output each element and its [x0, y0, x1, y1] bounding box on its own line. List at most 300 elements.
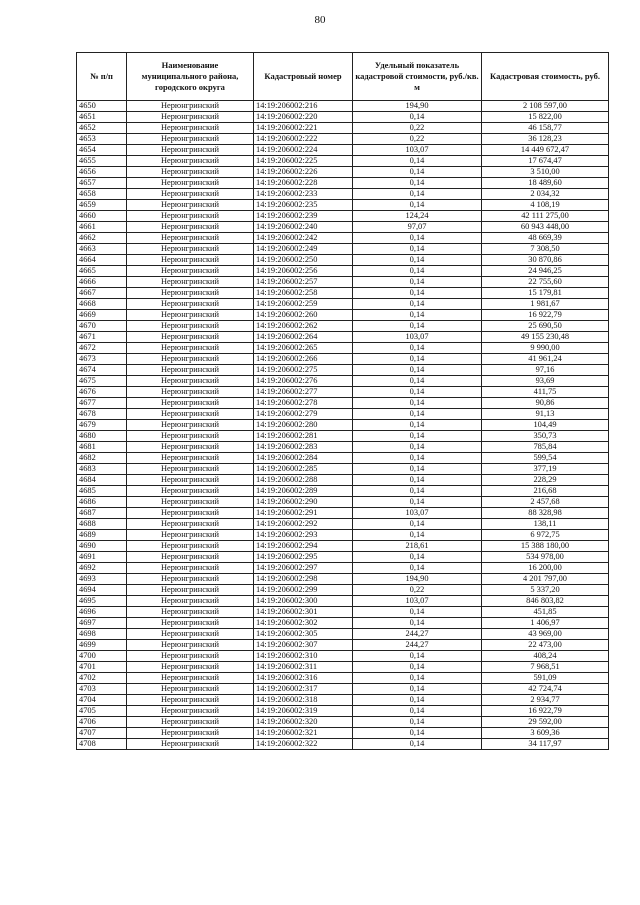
- cadastral-number-cell: 14:19:206002:318: [254, 695, 353, 706]
- cadastral-cost-cell: 785,84: [482, 442, 609, 453]
- cadastral-cost-cell: 22 473,00: [482, 640, 609, 651]
- cadastral-cost-cell: 599,54: [482, 453, 609, 464]
- unit-value-cell: 244,27: [353, 640, 482, 651]
- cadastral-cost-cell: 48 669,39: [482, 233, 609, 244]
- table-row: [77, 156, 609, 167]
- cadastral-value-table: [76, 52, 609, 750]
- cadastral-number-cell: 14:19:206002:298: [254, 574, 353, 585]
- cadastral-cost-cell: 1 981,67: [482, 299, 609, 310]
- table-row: [77, 486, 609, 497]
- table-row: [77, 244, 609, 255]
- cadastral-number-cell: 14:19:206002:301: [254, 607, 353, 618]
- municipality-cell: Нерюнгринский: [127, 420, 254, 431]
- row-number: 4698: [77, 629, 127, 640]
- table-row: [77, 629, 609, 640]
- table-row: [77, 101, 609, 112]
- unit-value-cell: 0,14: [353, 497, 482, 508]
- row-number: 4694: [77, 585, 127, 596]
- unit-value-cell: 0,14: [353, 233, 482, 244]
- unit-value-cell: 0,14: [353, 266, 482, 277]
- row-number: 4664: [77, 255, 127, 266]
- cadastral-cost-cell: 15 179,81: [482, 288, 609, 299]
- municipality-cell: Нерюнгринский: [127, 101, 254, 112]
- unit-value-cell: 124,24: [353, 211, 482, 222]
- table-row: [77, 112, 609, 123]
- unit-value-cell: 0,14: [353, 673, 482, 684]
- cadastral-number-cell: 14:19:206002:302: [254, 618, 353, 629]
- unit-value-cell: 0,14: [353, 717, 482, 728]
- cadastral-number-cell: 14:19:206002:224: [254, 145, 353, 156]
- table-row: [77, 651, 609, 662]
- cadastral-number-cell: 14:19:206002:259: [254, 299, 353, 310]
- cadastral-cost-cell: 91,13: [482, 409, 609, 420]
- table-row: [77, 717, 609, 728]
- row-number: 4697: [77, 618, 127, 629]
- table-row: [77, 585, 609, 596]
- cadastral-number-cell: 14:19:206002:276: [254, 376, 353, 387]
- table-row: [77, 123, 609, 134]
- cadastral-number-cell: 14:19:206002:235: [254, 200, 353, 211]
- cadastral-cost-cell: 2 108 597,00: [482, 101, 609, 112]
- row-number: 4653: [77, 134, 127, 145]
- table-row: [77, 145, 609, 156]
- municipality-cell: Нерюнгринский: [127, 156, 254, 167]
- column-header-cadastral-number: Кадастровый номер: [254, 53, 353, 101]
- row-number: 4681: [77, 442, 127, 453]
- municipality-cell: Нерюнгринский: [127, 398, 254, 409]
- cadastral-number-cell: 14:19:206002:262: [254, 321, 353, 332]
- cadastral-number-cell: 14:19:206002:257: [254, 277, 353, 288]
- row-number: 4672: [77, 343, 127, 354]
- cadastral-number-cell: 14:19:206002:291: [254, 508, 353, 519]
- table-body: [77, 101, 609, 750]
- table-row: [77, 409, 609, 420]
- cadastral-number-cell: 14:19:206002:280: [254, 420, 353, 431]
- cadastral-cost-cell: 7 308,50: [482, 244, 609, 255]
- cadastral-cost-cell: 16 922,79: [482, 706, 609, 717]
- table-row: [77, 431, 609, 442]
- municipality-cell: Нерюнгринский: [127, 145, 254, 156]
- municipality-cell: Нерюнгринский: [127, 299, 254, 310]
- municipality-cell: Нерюнгринский: [127, 574, 254, 585]
- row-number: 4668: [77, 299, 127, 310]
- row-number: 4703: [77, 684, 127, 695]
- municipality-cell: Нерюнгринский: [127, 684, 254, 695]
- municipality-cell: Нерюнгринский: [127, 739, 254, 750]
- cadastral-cost-cell: 18 489,60: [482, 178, 609, 189]
- municipality-cell: Нерюнгринский: [127, 695, 254, 706]
- cadastral-cost-cell: 591,09: [482, 673, 609, 684]
- cadastral-cost-cell: 43 969,00: [482, 629, 609, 640]
- cadastral-number-cell: 14:19:206002:266: [254, 354, 353, 365]
- table-row: [77, 134, 609, 145]
- unit-value-cell: 0,14: [353, 552, 482, 563]
- municipality-cell: Нерюнгринский: [127, 266, 254, 277]
- row-number: 4696: [77, 607, 127, 618]
- municipality-cell: Нерюнгринский: [127, 453, 254, 464]
- column-header-municipality: Наименование муниципального района, городского округа: [127, 53, 254, 101]
- table-row: [77, 563, 609, 574]
- municipality-cell: Нерюнгринский: [127, 255, 254, 266]
- table-row: [77, 596, 609, 607]
- row-number: 4660: [77, 211, 127, 222]
- cadastral-cost-cell: 36 128,23: [482, 134, 609, 145]
- cadastral-number-cell: 14:19:206002:222: [254, 134, 353, 145]
- unit-value-cell: 0,14: [353, 156, 482, 167]
- cadastral-cost-cell: 5 337,20: [482, 585, 609, 596]
- unit-value-cell: 0,14: [353, 409, 482, 420]
- unit-value-cell: 0,14: [353, 310, 482, 321]
- row-number: 4706: [77, 717, 127, 728]
- unit-value-cell: 0,14: [353, 420, 482, 431]
- table-row: [77, 618, 609, 629]
- row-number: 4657: [77, 178, 127, 189]
- municipality-cell: Нерюнгринский: [127, 233, 254, 244]
- municipality-cell: Нерюнгринский: [127, 310, 254, 321]
- row-number: 4650: [77, 101, 127, 112]
- row-number: 4687: [77, 508, 127, 519]
- row-number: 4690: [77, 541, 127, 552]
- municipality-cell: Нерюнгринский: [127, 530, 254, 541]
- cadastral-number-cell: 14:19:206002:321: [254, 728, 353, 739]
- row-number: 4693: [77, 574, 127, 585]
- cadastral-number-cell: 14:19:206002:293: [254, 530, 353, 541]
- unit-value-cell: 0,14: [353, 607, 482, 618]
- cadastral-cost-cell: 4 201 797,00: [482, 574, 609, 585]
- row-number: 4667: [77, 288, 127, 299]
- row-number: 4652: [77, 123, 127, 134]
- cadastral-number-cell: 14:19:206002:225: [254, 156, 353, 167]
- cadastral-cost-cell: 350,73: [482, 431, 609, 442]
- cadastral-number-cell: 14:19:206002:320: [254, 717, 353, 728]
- row-number: 4686: [77, 497, 127, 508]
- table-row: [77, 398, 609, 409]
- table-row: [77, 541, 609, 552]
- municipality-cell: Нерюнгринский: [127, 134, 254, 145]
- cadastral-cost-cell: 2 034,32: [482, 189, 609, 200]
- row-number: 4663: [77, 244, 127, 255]
- municipality-cell: Нерюнгринский: [127, 178, 254, 189]
- table-row: [77, 343, 609, 354]
- row-number: 4680: [77, 431, 127, 442]
- unit-value-cell: 0,14: [353, 354, 482, 365]
- unit-value-cell: 0,14: [353, 343, 482, 354]
- cadastral-number-cell: 14:19:206002:311: [254, 662, 353, 673]
- unit-value-cell: 0,14: [353, 200, 482, 211]
- unit-value-cell: 0,22: [353, 134, 482, 145]
- cadastral-cost-cell: 14 449 672,47: [482, 145, 609, 156]
- municipality-cell: Нерюнгринский: [127, 222, 254, 233]
- cadastral-cost-cell: 138,11: [482, 519, 609, 530]
- cadastral-cost-cell: 377,19: [482, 464, 609, 475]
- row-number: 4689: [77, 530, 127, 541]
- cadastral-number-cell: 14:19:206002:220: [254, 112, 353, 123]
- table-row: [77, 706, 609, 717]
- cadastral-number-cell: 14:19:206002:299: [254, 585, 353, 596]
- municipality-cell: Нерюнгринский: [127, 244, 254, 255]
- unit-value-cell: 218,61: [353, 541, 482, 552]
- row-number: 4651: [77, 112, 127, 123]
- row-number: 4673: [77, 354, 127, 365]
- table-row: [77, 310, 609, 321]
- page-number: 80: [314, 14, 326, 26]
- municipality-cell: Нерюнгринский: [127, 376, 254, 387]
- municipality-cell: Нерюнгринский: [127, 189, 254, 200]
- cadastral-number-cell: 14:19:206002:295: [254, 552, 353, 563]
- cadastral-number-cell: 14:19:206002:317: [254, 684, 353, 695]
- cadastral-number-cell: 14:19:206002:216: [254, 101, 353, 112]
- cadastral-cost-cell: 2 457,68: [482, 497, 609, 508]
- cadastral-cost-cell: 104,49: [482, 420, 609, 431]
- municipality-cell: Нерюнгринский: [127, 673, 254, 684]
- municipality-cell: Нерюнгринский: [127, 277, 254, 288]
- table-row: [77, 233, 609, 244]
- municipality-cell: Нерюнгринский: [127, 640, 254, 651]
- cadastral-cost-cell: 846 803,82: [482, 596, 609, 607]
- cadastral-number-cell: 14:19:206002:285: [254, 464, 353, 475]
- cadastral-cost-cell: 16 922,79: [482, 310, 609, 321]
- table-row: [77, 354, 609, 365]
- cadastral-number-cell: 14:19:206002:289: [254, 486, 353, 497]
- cadastral-number-cell: 14:19:206002:294: [254, 541, 353, 552]
- cadastral-number-cell: 14:19:206002:281: [254, 431, 353, 442]
- cadastral-cost-cell: 16 200,00: [482, 563, 609, 574]
- cadastral-cost-cell: 90,86: [482, 398, 609, 409]
- table-row: [77, 497, 609, 508]
- row-number: 4666: [77, 277, 127, 288]
- cadastral-cost-cell: 3 510,00: [482, 167, 609, 178]
- cadastral-number-cell: 14:19:206002:265: [254, 343, 353, 354]
- cadastral-number-cell: 14:19:206002:319: [254, 706, 353, 717]
- table-row: [77, 288, 609, 299]
- cadastral-cost-cell: 88 328,98: [482, 508, 609, 519]
- cadastral-cost-cell: 2 934,77: [482, 695, 609, 706]
- cadastral-cost-cell: 97,16: [482, 365, 609, 376]
- row-number: 4671: [77, 332, 127, 343]
- cadastral-cost-cell: 30 870,86: [482, 255, 609, 266]
- unit-value-cell: 0,14: [353, 519, 482, 530]
- unit-value-cell: 0,22: [353, 585, 482, 596]
- cadastral-number-cell: 14:19:206002:305: [254, 629, 353, 640]
- row-number: 4685: [77, 486, 127, 497]
- municipality-cell: Нерюнгринский: [127, 167, 254, 178]
- unit-value-cell: 0,14: [353, 288, 482, 299]
- cadastral-number-cell: 14:19:206002:283: [254, 442, 353, 453]
- table-row: [77, 255, 609, 266]
- cadastral-cost-cell: 228,29: [482, 475, 609, 486]
- unit-value-cell: 97,07: [353, 222, 482, 233]
- cadastral-cost-cell: 408,24: [482, 651, 609, 662]
- table-row: [77, 728, 609, 739]
- table-header: [77, 53, 609, 101]
- table-row: [77, 662, 609, 673]
- row-number: 4682: [77, 453, 127, 464]
- municipality-cell: Нерюнгринский: [127, 486, 254, 497]
- unit-value-cell: 0,22: [353, 123, 482, 134]
- municipality-cell: Нерюнгринский: [127, 387, 254, 398]
- table-row: [77, 167, 609, 178]
- cadastral-cost-cell: 7 968,51: [482, 662, 609, 673]
- municipality-cell: Нерюнгринский: [127, 354, 254, 365]
- table-row: [77, 607, 609, 618]
- row-number: 4670: [77, 321, 127, 332]
- municipality-cell: Нерюнгринский: [127, 343, 254, 354]
- table-header-row: [77, 53, 609, 101]
- row-number: 4661: [77, 222, 127, 233]
- municipality-cell: Нерюнгринский: [127, 541, 254, 552]
- cadastral-cost-cell: 42 724,74: [482, 684, 609, 695]
- cadastral-number-cell: 14:19:206002:226: [254, 167, 353, 178]
- row-number: 4662: [77, 233, 127, 244]
- unit-value-cell: 0,14: [353, 618, 482, 629]
- table-row: [77, 222, 609, 233]
- column-header-cadastral-cost: Кадастровая стоимость, руб.: [482, 53, 609, 101]
- cadastral-number-cell: 14:19:206002:233: [254, 189, 353, 200]
- cadastral-number-cell: 14:19:206002:258: [254, 288, 353, 299]
- unit-value-cell: 0,14: [353, 651, 482, 662]
- table-row: [77, 464, 609, 475]
- municipality-cell: Нерюнгринский: [127, 200, 254, 211]
- row-number: 4679: [77, 420, 127, 431]
- unit-value-cell: 0,14: [353, 178, 482, 189]
- cadastral-number-cell: 14:19:206002:228: [254, 178, 353, 189]
- unit-value-cell: 0,14: [353, 453, 482, 464]
- cadastral-cost-cell: 216,68: [482, 486, 609, 497]
- municipality-cell: Нерюнгринский: [127, 112, 254, 123]
- table-row: [77, 508, 609, 519]
- table-row: [77, 574, 609, 585]
- row-number: 4659: [77, 200, 127, 211]
- cadastral-cost-cell: 34 117,97: [482, 739, 609, 750]
- row-number: 4699: [77, 640, 127, 651]
- cadastral-cost-cell: 6 972,75: [482, 530, 609, 541]
- municipality-cell: Нерюнгринский: [127, 508, 254, 519]
- unit-value-cell: 0,14: [353, 376, 482, 387]
- unit-value-cell: 103,07: [353, 596, 482, 607]
- row-number: 4656: [77, 167, 127, 178]
- unit-value-cell: 244,27: [353, 629, 482, 640]
- unit-value-cell: 0,14: [353, 321, 482, 332]
- row-number: 4702: [77, 673, 127, 684]
- municipality-cell: Нерюнгринский: [127, 431, 254, 442]
- row-number: 4688: [77, 519, 127, 530]
- unit-value-cell: 0,14: [353, 739, 482, 750]
- unit-value-cell: 0,14: [353, 398, 482, 409]
- unit-value-cell: 0,14: [353, 189, 482, 200]
- unit-value-cell: 0,14: [353, 530, 482, 541]
- municipality-cell: Нерюнгринский: [127, 409, 254, 420]
- table-row: [77, 178, 609, 189]
- row-number: 4684: [77, 475, 127, 486]
- table-row: [77, 321, 609, 332]
- municipality-cell: Нерюнгринский: [127, 618, 254, 629]
- unit-value-cell: 0,14: [353, 299, 482, 310]
- cadastral-number-cell: 14:19:206002:322: [254, 739, 353, 750]
- unit-value-cell: 0,14: [353, 486, 482, 497]
- row-number: 4704: [77, 695, 127, 706]
- municipality-cell: Нерюнгринский: [127, 596, 254, 607]
- cadastral-number-cell: 14:19:206002:284: [254, 453, 353, 464]
- table-row: [77, 475, 609, 486]
- cadastral-cost-cell: 24 946,25: [482, 266, 609, 277]
- table-row: [77, 365, 609, 376]
- table-row: [77, 277, 609, 288]
- cadastral-cost-cell: 60 943 448,00: [482, 222, 609, 233]
- row-number: 4669: [77, 310, 127, 321]
- cadastral-number-cell: 14:19:206002:250: [254, 255, 353, 266]
- municipality-cell: Нерюнгринский: [127, 365, 254, 376]
- unit-value-cell: 103,07: [353, 145, 482, 156]
- row-number: 4675: [77, 376, 127, 387]
- unit-value-cell: 0,14: [353, 706, 482, 717]
- cadastral-number-cell: 14:19:206002:260: [254, 310, 353, 321]
- cadastral-cost-cell: 1 406,97: [482, 618, 609, 629]
- table-row: [77, 420, 609, 431]
- row-number: 4676: [77, 387, 127, 398]
- cadastral-cost-cell: 25 690,50: [482, 321, 609, 332]
- row-number: 4701: [77, 662, 127, 673]
- unit-value-cell: 0,14: [353, 244, 482, 255]
- table-row: [77, 673, 609, 684]
- municipality-cell: Нерюнгринский: [127, 607, 254, 618]
- municipality-cell: Нерюнгринский: [127, 497, 254, 508]
- municipality-cell: Нерюнгринский: [127, 288, 254, 299]
- unit-value-cell: 0,14: [353, 255, 482, 266]
- municipality-cell: Нерюнгринский: [127, 728, 254, 739]
- unit-value-cell: 0,14: [353, 662, 482, 673]
- municipality-cell: Нерюнгринский: [127, 552, 254, 563]
- cadastral-number-cell: 14:19:206002:290: [254, 497, 353, 508]
- table-row: [77, 376, 609, 387]
- table-row: [77, 739, 609, 750]
- cadastral-cost-cell: 41 961,24: [482, 354, 609, 365]
- table-row: [77, 530, 609, 541]
- municipality-cell: Нерюнгринский: [127, 629, 254, 640]
- cadastral-number-cell: 14:19:206002:316: [254, 673, 353, 684]
- table-row: [77, 200, 609, 211]
- unit-value-cell: 0,14: [353, 442, 482, 453]
- table-row: [77, 189, 609, 200]
- cadastral-cost-cell: 93,69: [482, 376, 609, 387]
- row-number: 4677: [77, 398, 127, 409]
- cadastral-number-cell: 14:19:206002:221: [254, 123, 353, 134]
- unit-value-cell: 0,14: [353, 464, 482, 475]
- cadastral-number-cell: 14:19:206002:277: [254, 387, 353, 398]
- row-number: 4665: [77, 266, 127, 277]
- municipality-cell: Нерюнгринский: [127, 475, 254, 486]
- municipality-cell: Нерюнгринский: [127, 662, 254, 673]
- cadastral-cost-cell: 3 609,36: [482, 728, 609, 739]
- table-row: [77, 684, 609, 695]
- cadastral-number-cell: 14:19:206002:256: [254, 266, 353, 277]
- municipality-cell: Нерюнгринский: [127, 211, 254, 222]
- column-header-number: № п/п: [77, 53, 127, 101]
- cadastral-number-cell: 14:19:206002:297: [254, 563, 353, 574]
- cadastral-cost-cell: 29 592,00: [482, 717, 609, 728]
- unit-value-cell: 0,14: [353, 387, 482, 398]
- table-row: [77, 299, 609, 310]
- table-row: [77, 695, 609, 706]
- table-row: [77, 552, 609, 563]
- municipality-cell: Нерюнгринский: [127, 585, 254, 596]
- municipality-cell: Нерюнгринский: [127, 464, 254, 475]
- table-row: [77, 519, 609, 530]
- row-number: 4708: [77, 739, 127, 750]
- row-number: 4692: [77, 563, 127, 574]
- cadastral-number-cell: 14:19:206002:288: [254, 475, 353, 486]
- unit-value-cell: 0,14: [353, 365, 482, 376]
- unit-value-cell: 194,90: [353, 574, 482, 585]
